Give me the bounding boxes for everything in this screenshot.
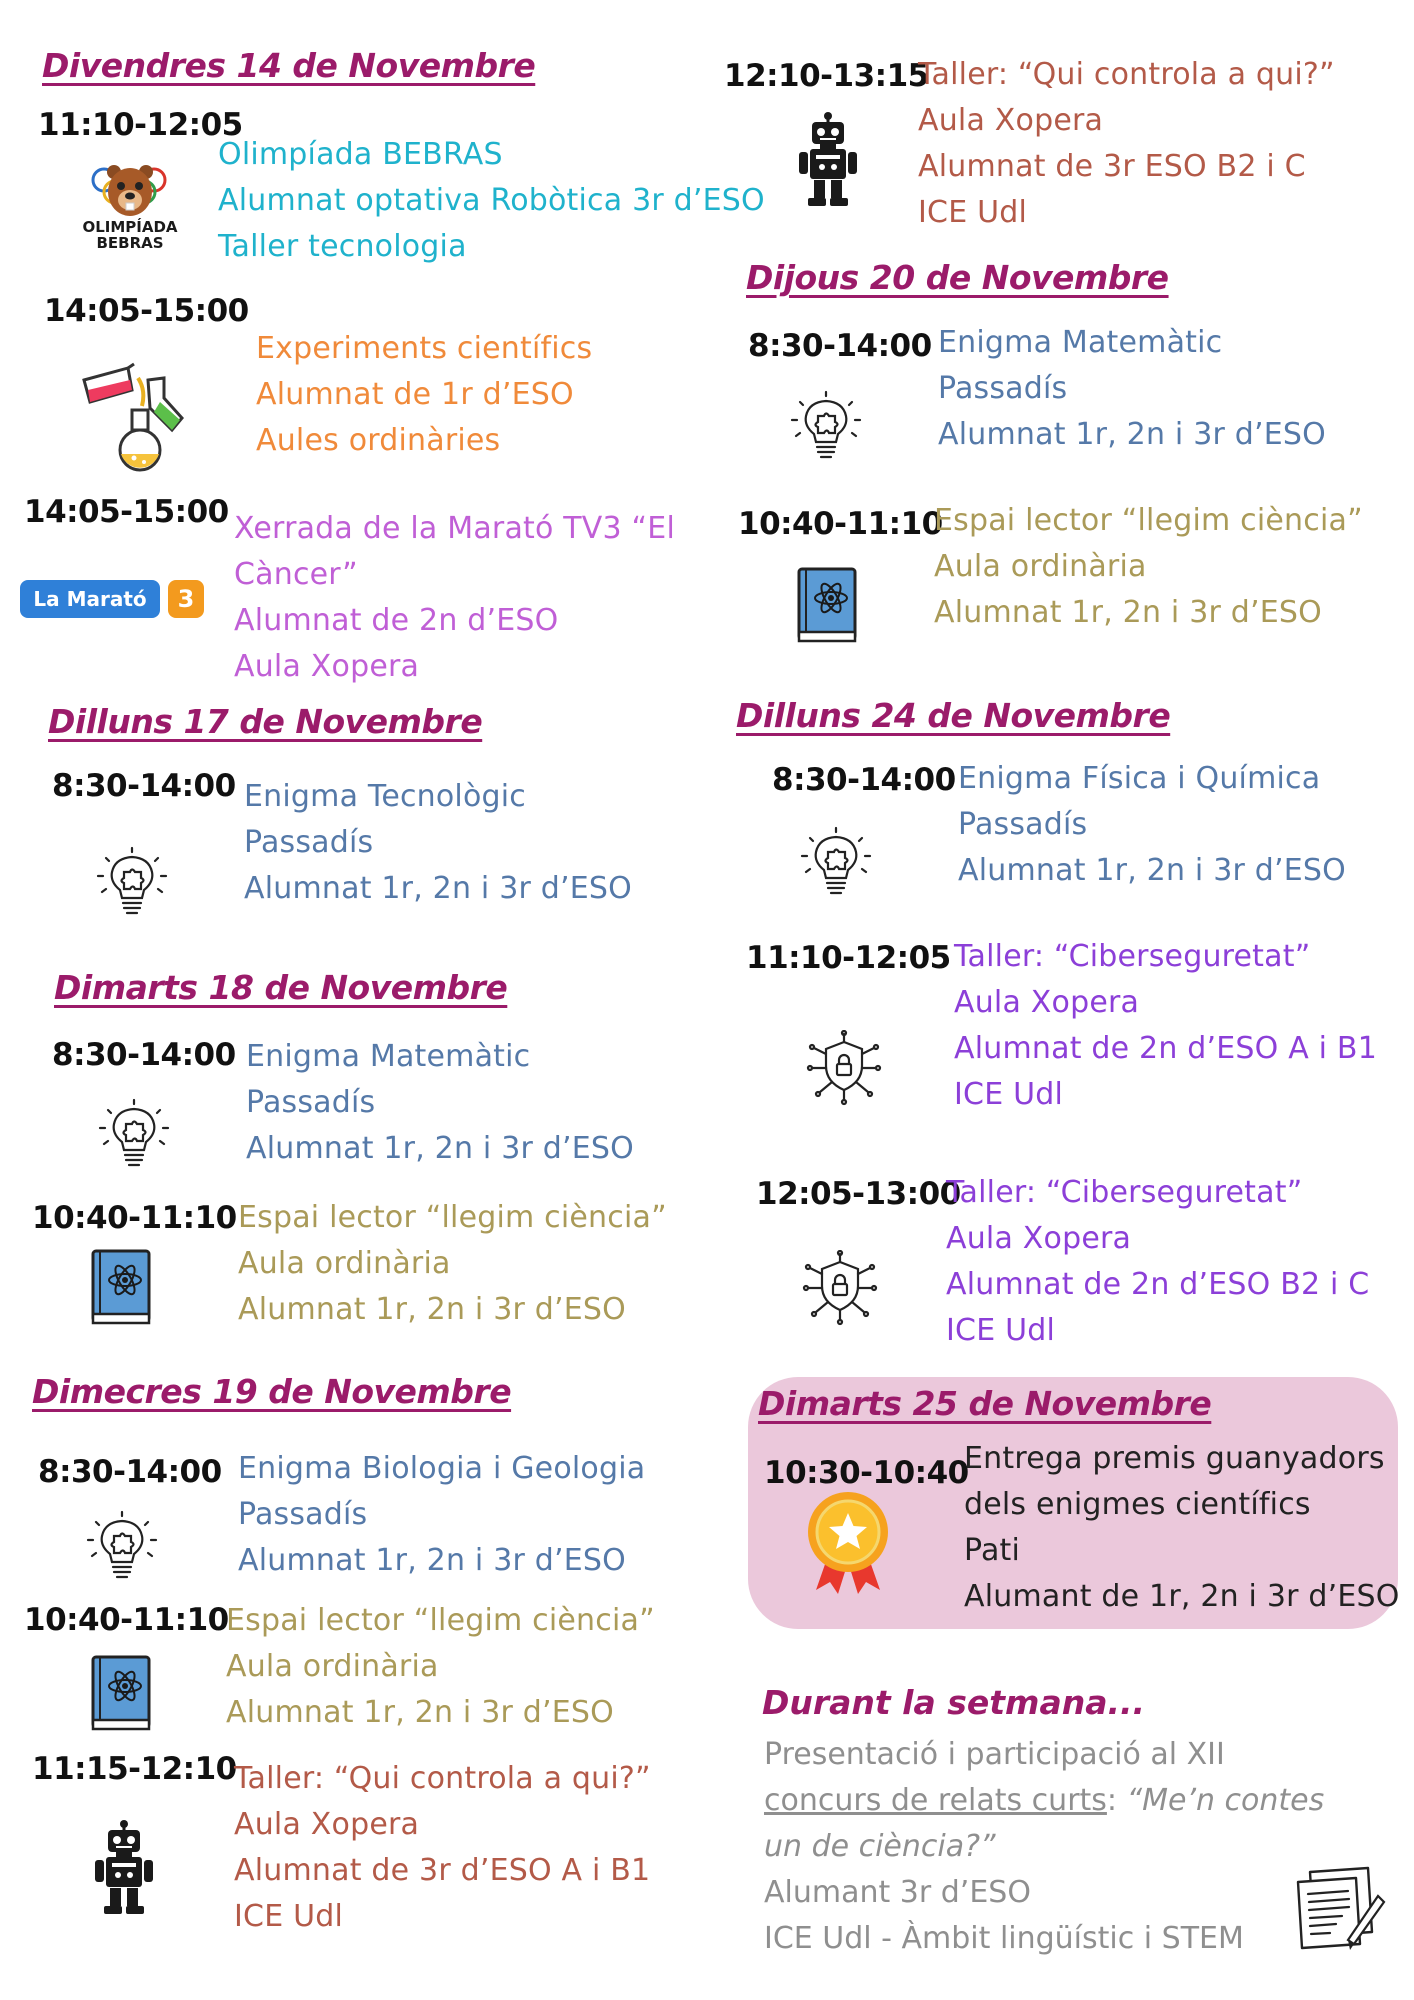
event-audience: Alumnat 1r, 2n i 3r d’ESO [238, 1543, 626, 1578]
event-time: 10:40-11:10 [738, 506, 943, 542]
lightbulb-puzzle-icon [790, 390, 862, 462]
event-location: Taller tecnologia [218, 229, 467, 264]
event-audience: Alumnat de 1r d’ESO [256, 377, 574, 412]
contest-title: “Me’n contes [1126, 1783, 1325, 1818]
week-audience: Alumant 3r d’ESO [764, 1875, 1031, 1910]
event-organizer: ICE Udl [946, 1313, 1056, 1348]
event-location: Aula Xopera [234, 649, 420, 684]
event-time: 8:30-14:00 [52, 1037, 236, 1073]
event-info [218, 132, 765, 270]
event-info [238, 1446, 645, 1584]
event-time: 10:40-11:10 [32, 1200, 237, 1236]
week-organizer: ICE Udl - Àmbit lingüístic i STEM [764, 1921, 1244, 1956]
day-heading-dijous-20: Dijous 20 de Novembre [746, 258, 1169, 297]
event-organizer: ICE Udl [234, 1899, 344, 1934]
event-title: Espai lector “llegim ciència” [934, 503, 1363, 538]
event-audience: Alumnat de 3r d’ESO A i B1 [234, 1853, 651, 1888]
event-audience: Alumnat de 2n d’ESO B2 i C [946, 1267, 1370, 1302]
event-time: 12:10-13:15 [724, 58, 929, 94]
event-audience: Alumnat de 2n d’ESO [234, 603, 559, 638]
award-medal-icon [800, 1486, 896, 1596]
event-info [946, 1170, 1369, 1354]
event-title: Espai lector “llegim ciència” [226, 1603, 655, 1638]
day-heading-dimarts-25: Dimarts 25 de Novembre [758, 1384, 1212, 1423]
cybersecurity-shield-icon [806, 1030, 882, 1106]
chemistry-flasks-icon [76, 350, 208, 474]
event-info [234, 1756, 651, 1940]
event-title: Espai lector “llegim ciència” [238, 1200, 667, 1235]
day-heading-divendres-14: Divendres 14 de Novembre [42, 46, 536, 85]
event-info [226, 1598, 655, 1736]
day-heading-dilluns-17: Dilluns 17 de Novembre [48, 702, 483, 741]
event-audience: Alumnat optativa Robòtica 3r d’ESO [218, 183, 765, 218]
week-colon: : [1106, 1783, 1127, 1818]
event-audience: Alumnat de 2n d’ESO A i B1 [954, 1031, 1377, 1066]
event-info [234, 506, 675, 690]
robot-icon [796, 112, 860, 208]
event-title: Experiments científics [256, 331, 593, 366]
contest-title-cont: un de ciència?” [764, 1829, 996, 1864]
event-location: Passadís [246, 1085, 376, 1120]
event-location: Passadís [244, 825, 374, 860]
lightbulb-puzzle-icon [98, 1098, 170, 1170]
event-audience: Alumant de 1r, 2n i 3r d’ESO [964, 1579, 1400, 1614]
contest-link[interactable]: concurs de relats curts [764, 1783, 1107, 1818]
bebras-logo-icon [82, 158, 178, 256]
event-info [238, 1195, 667, 1333]
event-time: 11:15-12:10 [32, 1751, 237, 1787]
event-audience: Alumnat 1r, 2n i 3r d’ESO [246, 1131, 634, 1166]
event-audience: Alumnat 1r, 2n i 3r d’ESO [226, 1695, 614, 1730]
event-audience: Alumnat 1r, 2n i 3r d’ESO [238, 1292, 626, 1327]
event-title: Xerrada de la Marató TV3 “El [234, 511, 675, 546]
event-location: Aula Xopera [234, 1807, 420, 1842]
la-marato-logo-text: La Marató [20, 580, 160, 618]
event-info [964, 1436, 1400, 1620]
event-info [934, 498, 1363, 636]
week-section-title: Durant la setmana... [762, 1683, 1146, 1722]
week-line-contest [764, 1778, 1324, 1824]
event-title-cont: dels enigmes científics [964, 1487, 1311, 1522]
la-marato-logo-icon [20, 580, 212, 618]
lightbulb-puzzle-icon [86, 1510, 158, 1582]
event-location: Aula Xopera [918, 103, 1104, 138]
event-location: Aula Xopera [954, 985, 1140, 1020]
robot-icon [92, 1820, 156, 1916]
event-info [938, 320, 1326, 458]
event-time: 11:10-12:05 [38, 107, 243, 143]
event-title: Enigma Biologia i Geologia [238, 1451, 646, 1486]
event-title: Enigma Matemàtic [938, 325, 1223, 360]
event-info [918, 52, 1335, 236]
event-title: Enigma Física i Química [958, 761, 1321, 796]
event-location: Aula Xopera [946, 1221, 1132, 1256]
day-heading-dimarts-18: Dimarts 18 de Novembre [54, 968, 508, 1007]
event-organizer: ICE Udl [918, 195, 1028, 230]
science-book-icon [796, 566, 860, 644]
event-info [246, 1034, 634, 1172]
event-title: Enigma Tecnològic [244, 779, 526, 814]
event-organizer: ICE Udl [954, 1077, 1064, 1112]
event-title: Taller: “Qui controla a qui?” [918, 57, 1335, 92]
event-info [256, 326, 592, 464]
event-time: 8:30-14:00 [38, 1454, 222, 1490]
event-title: Taller: “Ciberseguretat” [946, 1175, 1303, 1210]
event-location: Passadís [958, 807, 1088, 842]
bebras-logo-text: OLIMPÍADA [82, 218, 178, 236]
week-section-body [764, 1732, 1324, 1962]
event-audience: Alumnat 1r, 2n i 3r d’ESO [938, 417, 1326, 452]
tv3-logo-number: 3 [168, 580, 204, 618]
event-time: 12:05-13:00 [756, 1176, 961, 1212]
bebras-logo-text: BEBRAS [96, 234, 164, 252]
event-title: Taller: “Ciberseguretat” [954, 939, 1311, 974]
event-time: 11:10-12:05 [746, 940, 951, 976]
event-time: 8:30-14:00 [52, 768, 236, 804]
event-time: 10:30-10:40 [764, 1455, 969, 1491]
event-time: 14:05-15:00 [44, 293, 249, 329]
week-line: Presentació i participació al XII [764, 1737, 1225, 1772]
event-time: 10:40-11:10 [24, 1602, 229, 1638]
event-audience: Alumnat de 3r ESO B2 i C [918, 149, 1306, 184]
event-info [958, 756, 1346, 894]
day-heading-dimecres-19: Dimecres 19 de Novembre [32, 1372, 512, 1411]
event-title: Entrega premis guanyadors [964, 1441, 1385, 1476]
event-audience: Alumnat 1r, 2n i 3r d’ESO [244, 871, 632, 906]
event-location: Aula ordinària [934, 549, 1147, 584]
event-title: Olimpíada BEBRAS [218, 137, 503, 172]
day-heading-dilluns-24: Dilluns 24 de Novembre [736, 696, 1171, 735]
event-info [244, 774, 632, 912]
lightbulb-puzzle-icon [96, 846, 168, 918]
event-location: Passadís [238, 1497, 368, 1532]
event-location: Passadís [938, 371, 1068, 406]
science-book-icon [90, 1248, 154, 1326]
cybersecurity-shield-icon [802, 1250, 878, 1326]
lightbulb-puzzle-icon [800, 826, 872, 898]
event-location: Aula ordinària [238, 1246, 451, 1281]
event-title: Enigma Matemàtic [246, 1039, 531, 1074]
event-info [954, 934, 1377, 1118]
event-location: Pati [964, 1533, 1021, 1568]
event-time: 8:30-14:00 [748, 328, 932, 364]
event-audience: Alumnat 1r, 2n i 3r d’ESO [958, 853, 1346, 888]
event-audience: Alumnat 1r, 2n i 3r d’ESO [934, 595, 1322, 630]
document-pen-icon [1290, 1862, 1386, 1958]
event-title: Taller: “Qui controla a qui?” [234, 1761, 651, 1796]
event-location: Aules ordinàries [256, 423, 501, 458]
science-book-icon [90, 1654, 154, 1732]
event-time: 8:30-14:00 [772, 762, 956, 798]
event-title-cont: Càncer” [234, 557, 358, 592]
event-time: 14:05-15:00 [24, 494, 229, 530]
event-location: Aula ordinària [226, 1649, 439, 1684]
